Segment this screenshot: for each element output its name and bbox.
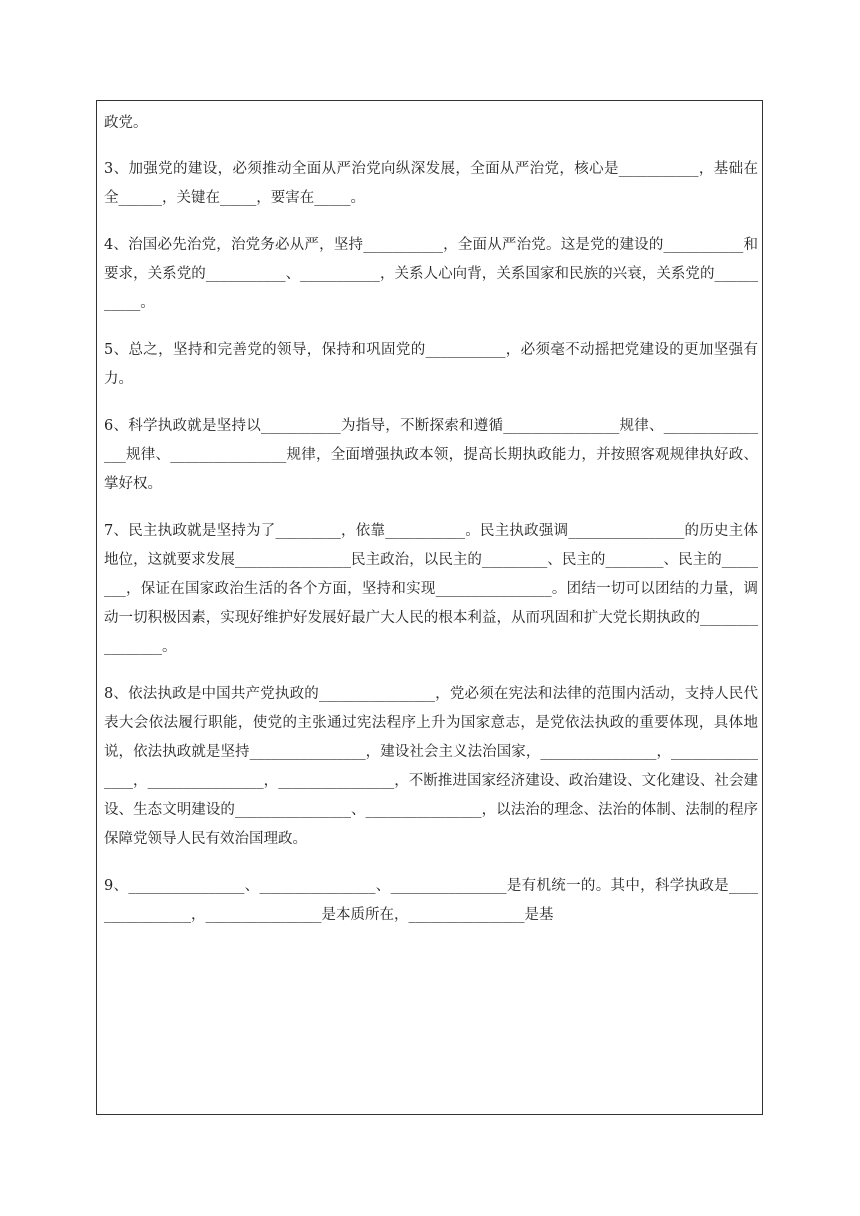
question-4: 4、治国必先治党，治党务必从严，坚持___________，全面从严治党。这是党的建设的___________和要求，关系党的___________、___________，关系人心向背，关系国家和民族的兴衰，关系党的___________。 bbox=[104, 237, 758, 311]
question-list bbox=[104, 109, 758, 948]
question-9: 9、________________、________________、________________是有机统一的。其中，科学执政是________________，________________是本质所在，________________是基 bbox=[104, 878, 758, 923]
question-8: 8、依法执政是中国共产党执政的________________，党必须在宪法和法律的范围内活动，支持人民代表大会依法履行职能，使党的主张通过宪法程序上升为国家意志，是党依法执政的重要体现，具体地说，依法执政就是坚持________________，建设社会主义法治国家，________________，________________，________________，________________，不断推进国家经济建设、政治建设、文化建设、社会建设、生态文明建设的________________、________________，以法治的理念、法治的体制、法制的程序保障党领导人民有效治国理政。 bbox=[104, 686, 758, 847]
question-6: 6、科学执政就是坚持以___________为指导，不断探索和遵循________________规律、________________规律、________________规律，全面增强执政本领，提高长期执政能力，并按照客观规律执好政、掌好权。 bbox=[104, 418, 758, 492]
question-3: 3、加强党的建设，必须推动全面从严治党向纵深发展，全面从严治党，核心是___________，基础在全______，关键在_____，要害在_____。 bbox=[104, 161, 758, 206]
paragraph-continuation: 政党。 bbox=[104, 115, 148, 131]
question-table-frame bbox=[96, 100, 763, 1115]
question-5: 5、总之，坚持和完善党的领导，保持和巩固党的___________，必须毫不动摇把党建设的更加坚强有力。 bbox=[104, 342, 758, 387]
question-7: 7、民主执政就是坚持为了_________，依靠___________。民主执政强调________________的历史主体地位，这就要求发展________________民主政治，以民主的_________、民主的________、民主的________，保证在国家政治生活的各个方面，坚持和实现________________。团结一切可以团结的力量，调动一切积极因素，实现好维护好发展好最广大人民的根本利益，从而巩固和扩大党长期执政的________________。 bbox=[104, 523, 758, 655]
